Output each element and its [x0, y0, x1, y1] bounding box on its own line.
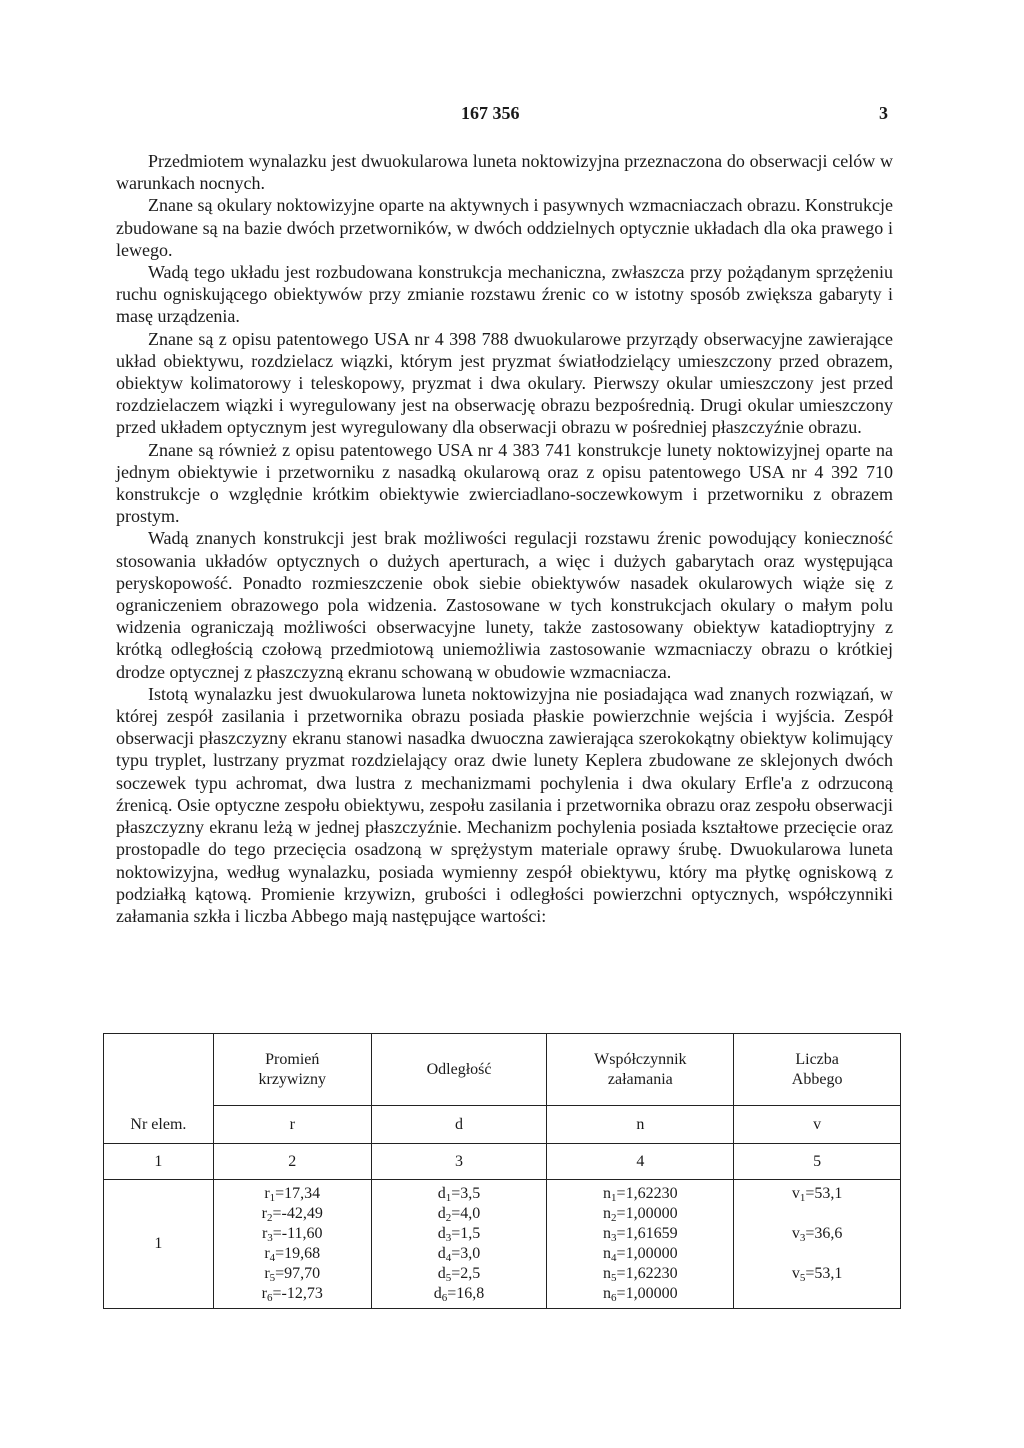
col-number: 4 [547, 1144, 734, 1180]
col-number: 3 [371, 1144, 547, 1180]
abbe-value [738, 1284, 896, 1304]
header-label: Nr elem. [130, 1116, 187, 1133]
header-label: Liczba [795, 1050, 839, 1068]
table-header-row [104, 1034, 901, 1106]
page-number: 3 [879, 103, 888, 123]
refraction-column [547, 1180, 734, 1309]
distances-column [371, 1180, 547, 1309]
header-label: Promień [265, 1050, 320, 1068]
table-symbol-row [104, 1106, 901, 1144]
abbe-value [738, 1244, 896, 1264]
symbol-n: n [547, 1106, 734, 1144]
symbol-r: r [213, 1106, 371, 1144]
distance-value: $d_3=1,5$ [437, 1225, 481, 1244]
radius-value: $r_1=17,34$ [264, 1185, 321, 1204]
paragraph: Przedmiotem wynalazku jest dwuokularowa luneta noktowizyjna przeznaczona do obserwacji celów w warunkach nocnych. [116, 151, 893, 194]
radius-value: $r_6=-12,73$ [261, 1285, 323, 1304]
col-number: 5 [734, 1144, 901, 1180]
abbe-value: $v_1=53,1$ [791, 1185, 843, 1204]
header-label: Współczynnik [594, 1050, 687, 1068]
refraction-value: $n_4=1,00000$ [603, 1245, 678, 1264]
paragraph: Wadą tego układu jest rozbudowana konstrukcja mechaniczna, zwłaszcza przy pożądanym sprzężeniu ruchu ogniskującego obiektywów przy zmianie rozstawu źrenic co w istotny sposób zwiększa gabaryty i masę urządzenia. [116, 262, 893, 327]
symbol-v: v [734, 1106, 901, 1144]
header-label: załamania [607, 1070, 673, 1088]
symbol-d: d [371, 1106, 547, 1144]
col-number: 1 [104, 1144, 214, 1180]
header-refraction [547, 1034, 734, 1106]
header-radius [213, 1034, 371, 1106]
paragraph: Znane są okulary noktowizyjne oparte na aktywnych i pasywnych wzmacniaczach obrazu. Konstrukcje zbudowane są na bazie dwóch przetworników, w dwóch oddzielnych optycznie układach dla oka prawego i lewego. [116, 195, 893, 260]
distance-value: $d_4=3,0$ [437, 1245, 481, 1264]
col-number: 2 [213, 1144, 371, 1180]
paragraph: Znane są również z opisu patentowego USA nr 4 383 741 konstrukcje lunety noktowizyjnej oparte na jednym obiektywie i przetworniku z nasadką okularową oraz z opisu patentowego USA nr 4 392 710 konstrukcje o względnie krótkim obiektywie zwierciadlano-soczewkowym i przetworniku z obrazem prostym. [116, 439, 893, 527]
header-label: Odległość [426, 1060, 492, 1078]
table-row [104, 1180, 901, 1309]
paragraph: Istotą wynalazku jest dwuokularowa luneta noktowizyjna nie posiadająca wad znanych rozwiązań, w której zespół zasilania i przetwornika obrazu posiada płaskie powierzchnie wejścia i wyjścia. Zespół obserwacji płaszczyzny ekranu stanowi nasadka dwuoczna zawierająca szerokokątny obiektyw kolimujący typu tryplet, lustrzany pryzmat rozdzielający oraz dwie lunety Keplera zbudowane ze sklejonych dwóch soczewek typu achromat, dwa lustra z mechanizmami pochylenia i dwa okulary Erfle'a z odrzuconą źrenicą. Osie optyczne zespołu obiektywu, zespołu zasilania i przetwornika obrazu oraz zespołu obserwacji płaszczyzny ekranu leżą w jednej płaszczyźnie. Mechanizm pochylenia posiada kształtowe przecięcie oraz prostopadle do tego przecięcia osadzoną w sprężystym materiale oprawy śrubę. Dwuokularowa luneta noktowizyjna, według wynalazku, posiada wymienny zespół obiektywu, który ma płytkę ogniskową z podziałką kątową. Promienie krzywizn, grubości i odległości powierzchni optycznych, współczynniki załamania szkła i liczba Abbego mają następujące wartości: [116, 683, 893, 926]
refraction-value: $n_1=1,62230$ [603, 1185, 678, 1204]
header-label: krzywizny [258, 1070, 327, 1088]
radii-column [213, 1180, 371, 1309]
header-label: Abbego [791, 1070, 843, 1088]
abbe-column [734, 1180, 901, 1309]
abbe-value: $v_5=53,1$ [791, 1265, 843, 1284]
distance-value: $d_2=4,0$ [437, 1205, 481, 1224]
abbe-value [738, 1204, 896, 1224]
radius-value: $r_4=19,68$ [264, 1245, 321, 1264]
refraction-value: $n_2=1,00000$ [603, 1205, 678, 1224]
radius-value: $r_2=-42,49$ [261, 1205, 323, 1224]
distance-value: $d_5=2,5$ [437, 1265, 481, 1284]
body-text [116, 150, 893, 927]
refraction-value: $n_6=1,00000$ [603, 1285, 678, 1304]
header-distance [371, 1034, 547, 1106]
refraction-value: $n_3=1,61659$ [603, 1225, 678, 1244]
radius-value: $r_3=-11,60$ [261, 1225, 323, 1244]
document-number: 167 356 [461, 103, 520, 123]
paragraph: Znane są z opisu patentowego USA nr 4 398 788 dwuokularowe przyrządy obserwacyjne zawierające układ obiektywu, rozdzielacz wiązki, którym jest pryzmat światłodzielący umieszczony przed obrazem, obiektyw kolimatorowy i teleskopowy, pryzmat i dwa okulary. Pierwszy okular umieszczony jest przed rozdzielaczem wiązki i wyregulowany jest na obserwację obrazu bezpośrednią. Drugi okular umieszczony przed układem optycznym jest wyregulowany dla obserwacji obrazu w pośredniej płaszczyźnie obrazu. [116, 328, 893, 438]
header-abbe [734, 1034, 901, 1106]
optical-parameters-table [103, 1033, 901, 1309]
paragraph: Wadą znanych konstrukcji jest brak możliwości regulacji rozstawu źrenic powodujący konieczność stosowania układów optycznych o dużych aperturach, a więc i dużych gabarytach oraz występująca peryskopowość. Ponadto rozmieszczenie obok siebie obiektywów nasadek okularowych wiąże się z ograniczeniem obrazowego pola widzenia. Zastosowane w tych konstrukcjach okulary o małym polu widzenia ograniczają możliwości obserwacyjne lunety, także zastosowany obiektyw katadioptryjny z krótką odległością czołową przedmiotową uniemożliwia zastosowanie wzmacniaczy obrazu o krótkiej drodze optycznej z płaszczyzną ekranu schowaną w obudowie wzmacniacza. [116, 528, 893, 682]
page-header [0, 103, 1024, 127]
distance-value: $d_1=3,5$ [437, 1185, 481, 1204]
refraction-value: $n_5=1,62230$ [603, 1265, 678, 1284]
element-number: 1 [104, 1180, 214, 1309]
header-nr-elem [104, 1034, 214, 1144]
radius-value: $r_5=97,70$ [264, 1265, 321, 1284]
abbe-value: $v_3=36,6$ [791, 1225, 843, 1244]
distance-value: $d_6=16,8$ [433, 1285, 485, 1304]
table-column-number-row [104, 1144, 901, 1180]
